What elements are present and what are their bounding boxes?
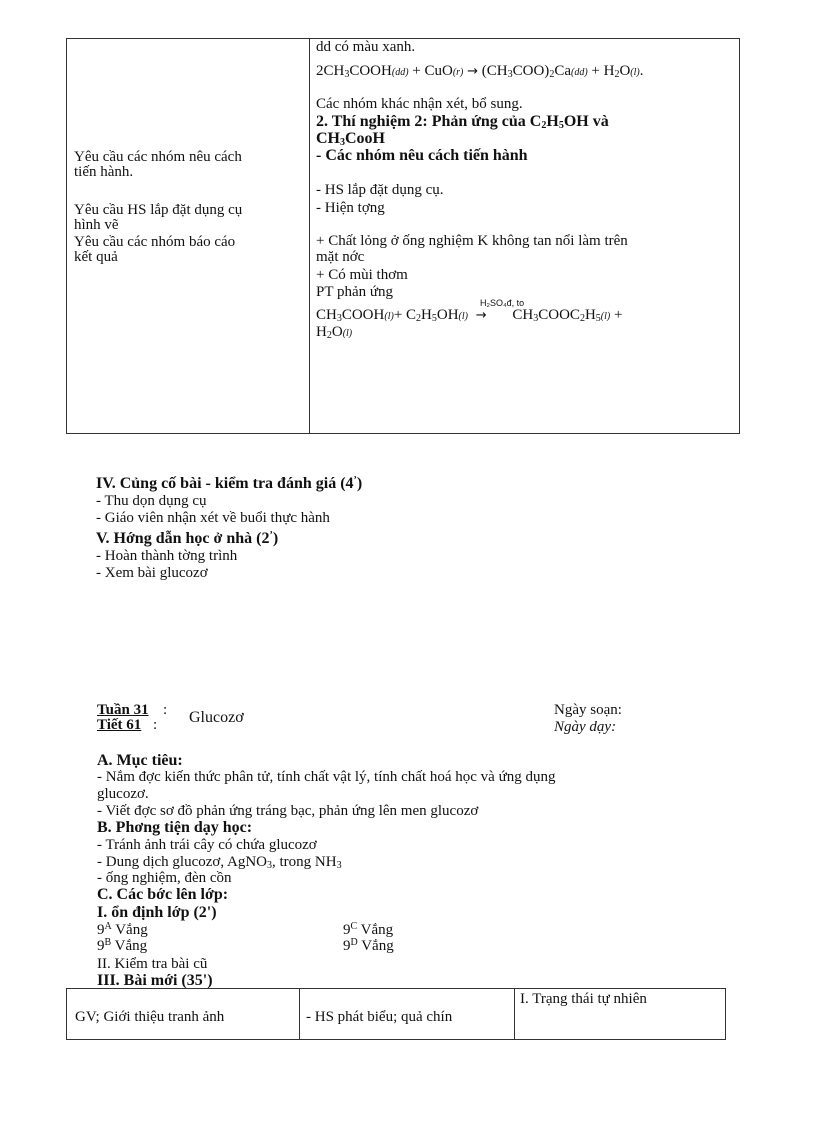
- list-item: - Xem bài glucozơ: [96, 565, 208, 581]
- procedure-heading: - Các nhóm nêu cách tiến hành: [316, 147, 528, 164]
- lesson-colon: :: [153, 717, 158, 733]
- student-text: - Hiện tợng: [316, 200, 385, 216]
- list-item: - Giáo viên nhận xét về buổi thực hành: [96, 510, 330, 526]
- arrow-icon: →: [475, 308, 487, 323]
- date-taught: Ngày dạy:: [554, 719, 617, 735]
- experiment-2-title: 2. Thí nghiệm 2: Phản ứng của $C_2H_5OH$ và: [316, 113, 609, 131]
- new-lesson-title: III. Bài mới (35'): [97, 972, 213, 989]
- table-cell: - HS phát biểu; quả chín: [306, 1009, 453, 1025]
- materials-line: - Dung dịch glucozơ, AgNO$_3$, trong $NH_3$: [97, 854, 342, 871]
- week-colon: :: [163, 702, 168, 718]
- reaction-equation-2-cont: $H_2O(l)$: [316, 324, 353, 341]
- class-9a-absent: $9^A$ Vắng: [97, 921, 148, 938]
- class-9d-absent: $9^D$ Vắng: [343, 937, 394, 954]
- list-item: - Hoàn thành tờng trình: [96, 548, 238, 564]
- section-a-title: A. Mục tiêu:: [97, 752, 183, 769]
- teacher-step: Yêu cầu các nhóm báo cáo: [74, 234, 236, 250]
- teacher-step: kết quả: [74, 249, 118, 265]
- list-item: - Thu dọn dụng cụ: [96, 493, 207, 509]
- objective-line: - Viết đợc sơ đồ phản ứng tráng bạc, phản ứng lên men glucozơ: [97, 803, 479, 819]
- table-divider: [514, 989, 515, 1039]
- objective-line: glucozơ.: [97, 786, 149, 802]
- teacher-step: tiến hành.: [74, 164, 134, 180]
- table-divider: [309, 39, 310, 433]
- arrow-icon: →: [467, 64, 479, 79]
- teacher-step: Yêu cầu các nhóm nêu cách: [74, 149, 242, 165]
- week-label: Tuần 31: [97, 702, 149, 718]
- lesson-label: Tiết 61: [97, 717, 142, 733]
- student-text: Các nhóm khác nhận xét, bổ sung.: [316, 96, 523, 112]
- table-cell: I. Trạng thái tự nhiên: [520, 991, 647, 1007]
- objective-line: - Nắm đợc kiến thức phân tử, tính chất vật lý, tính chất hoá học và ứng dụng: [97, 769, 556, 785]
- section-iv-title: IV. Củng cố bài - kiểm tra đánh giá (4’): [96, 475, 363, 492]
- table-cell: GV; Giới thiệu tranh ảnh: [75, 1009, 225, 1025]
- teacher-step: Yêu cầu HS lắp đặt dụng cụ: [74, 202, 243, 218]
- teacher-step: hình vẽ: [74, 217, 119, 233]
- section-c-title: C. Các bớc lên lớp:: [97, 886, 229, 903]
- class-9c-absent: $9^C$ Vắng: [343, 921, 394, 938]
- experiment-2-title-cont: $CH_3CooH$: [316, 130, 385, 148]
- student-text: dd có màu xanh.: [316, 39, 416, 55]
- reaction-condition: H₂SO₄đ, to: [480, 298, 525, 308]
- student-text: + Có mùi thơm: [316, 267, 408, 283]
- reaction-equation-2: $CH_3COOH(l)+ C_2H_5OH(l)$ → $CH_3COOC_2H_5(l)$ +: [316, 307, 623, 324]
- lesson-title: Glucozơ: [189, 709, 244, 726]
- student-text: mặt nớc: [316, 249, 365, 265]
- class-order-title: I. ổn định lớp (2'): [97, 904, 217, 921]
- table-divider: [299, 989, 300, 1039]
- materials-line: - ống nghiệm, đèn cồn: [97, 870, 232, 886]
- homework-check-title: II. Kiểm tra bài cũ: [97, 956, 208, 972]
- section-b-title: B. Phơng tiện dạy học:: [97, 819, 253, 836]
- date-prepared: Ngày soạn:: [554, 702, 622, 718]
- student-text: PT phản ứng: [316, 284, 394, 300]
- materials-line: - Tránh ảnh trái cây có chứa glucozơ: [97, 837, 317, 853]
- class-9b-absent: $9^B$ Vắng: [97, 937, 148, 954]
- student-text: + Chất lỏng ở ống nghiệm K không tan nổi làm trên: [316, 233, 628, 249]
- reaction-equation-1: $2CH_3COOH(dd) + CuO(r) \to (CH_3COO)_2Ca(dd) + H_2O(l)$.: [316, 63, 644, 80]
- section-v-title: V. Hớng dẫn học ở nhà (2’): [96, 530, 279, 547]
- student-text: - HS lắp đặt dụng cụ.: [316, 182, 444, 198]
